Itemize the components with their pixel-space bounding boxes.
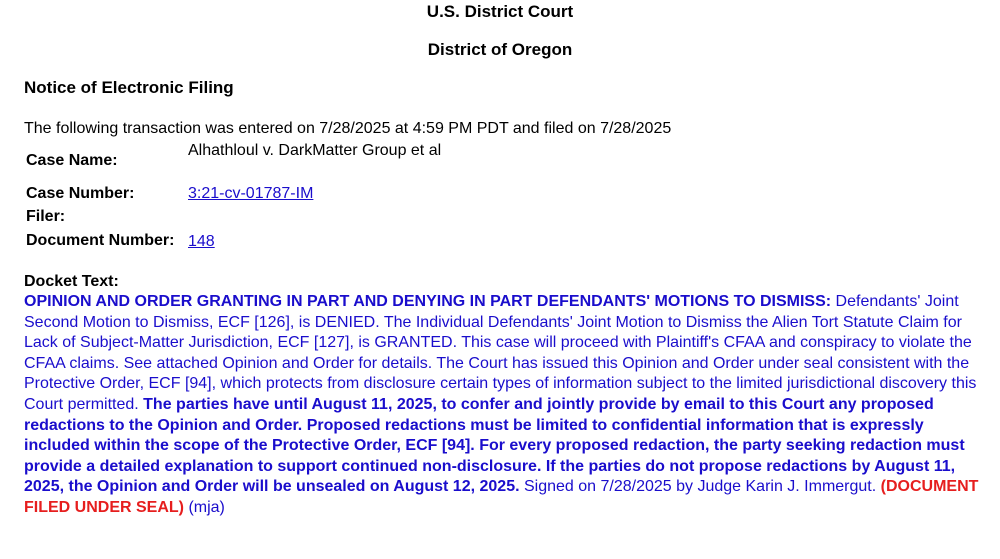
district-name: District of Oregon [427,40,573,59]
court-name: U.S. District Court [426,2,574,21]
case-number-value [188,184,484,204]
case-number-link[interactable]: 3:21-cv-01787-IM [188,185,314,202]
document-number-label: Document Number: [26,232,175,249]
case-number-row [26,183,486,206]
case-info-table [26,141,486,253]
docket-text-label: Docket Text: [24,273,119,290]
sealed-notice: (DOCUMENT FILED UNDER SEAL) [24,478,979,516]
document-number-link[interactable]: 148 [188,233,215,250]
document-number-value [188,232,484,252]
docket-redaction-instructions: The parties have until August 11, 2025, to confer and jointly provide by email to this Court any proposed redactions to the Opinion and Order. Proposed redactions must be limited to confidential information that is expressly included within the scope of the Protective Order, ECF [94]. For every proposed redaction, the party seeking redaction must provide a detailed explanation to support continued non-disclosure. If the parties do not propose redactions by August 11, 2025, the Opinion and Order will be unsealed on August 12, 2025. [24,395,965,496]
docket-signed-line: Signed on 7/28/2025 by Judge Karin J. Immergut. [519,478,881,496]
transaction-line: The following transaction was entered on 7/28/2025 at 4:59 PM PDT and filed on 7/28/2025 [24,120,672,137]
case-name-row [26,141,486,183]
docket-order-summary: Defendants' Joint Second Motion to Dismiss, ECF [126], is DENIED. The Individual Defendants' Joint Motion to Dismiss the Alien Tort Statute Claim for Lack of Subject-Matter Jurisdiction, ECF [127], is GRANTED. This case will proceed with Plaintiff's CFAA and conspiracy to violate the CFAA claims. See attached Opinion and Order for details. The Court has issued this Opinion and Order under seal consistent with the Protective Order, ECF [94], which protects from disclosure certain types of information subject to the limited jurisdictional discovery this Court permitted. [24,293,977,413]
notice-title: Notice of Electronic Filing [24,78,234,97]
case-name-value: Alhathloul v. DarkMatter Group et al [188,142,442,159]
case-name-label: Case Name: [26,152,118,169]
docket-order-heading: OPINION AND ORDER GRANTING IN PART AND DENYING IN PART DEFENDANTS' MOTIONS TO DISMISS: [24,293,832,310]
case-number-label: Case Number: [26,185,135,202]
filer-row [26,206,486,229]
docket-initials: (mja) [184,498,225,516]
docket-text-body [24,292,986,519]
document-number-row [26,229,486,253]
filer-label: Filer: [26,208,66,225]
